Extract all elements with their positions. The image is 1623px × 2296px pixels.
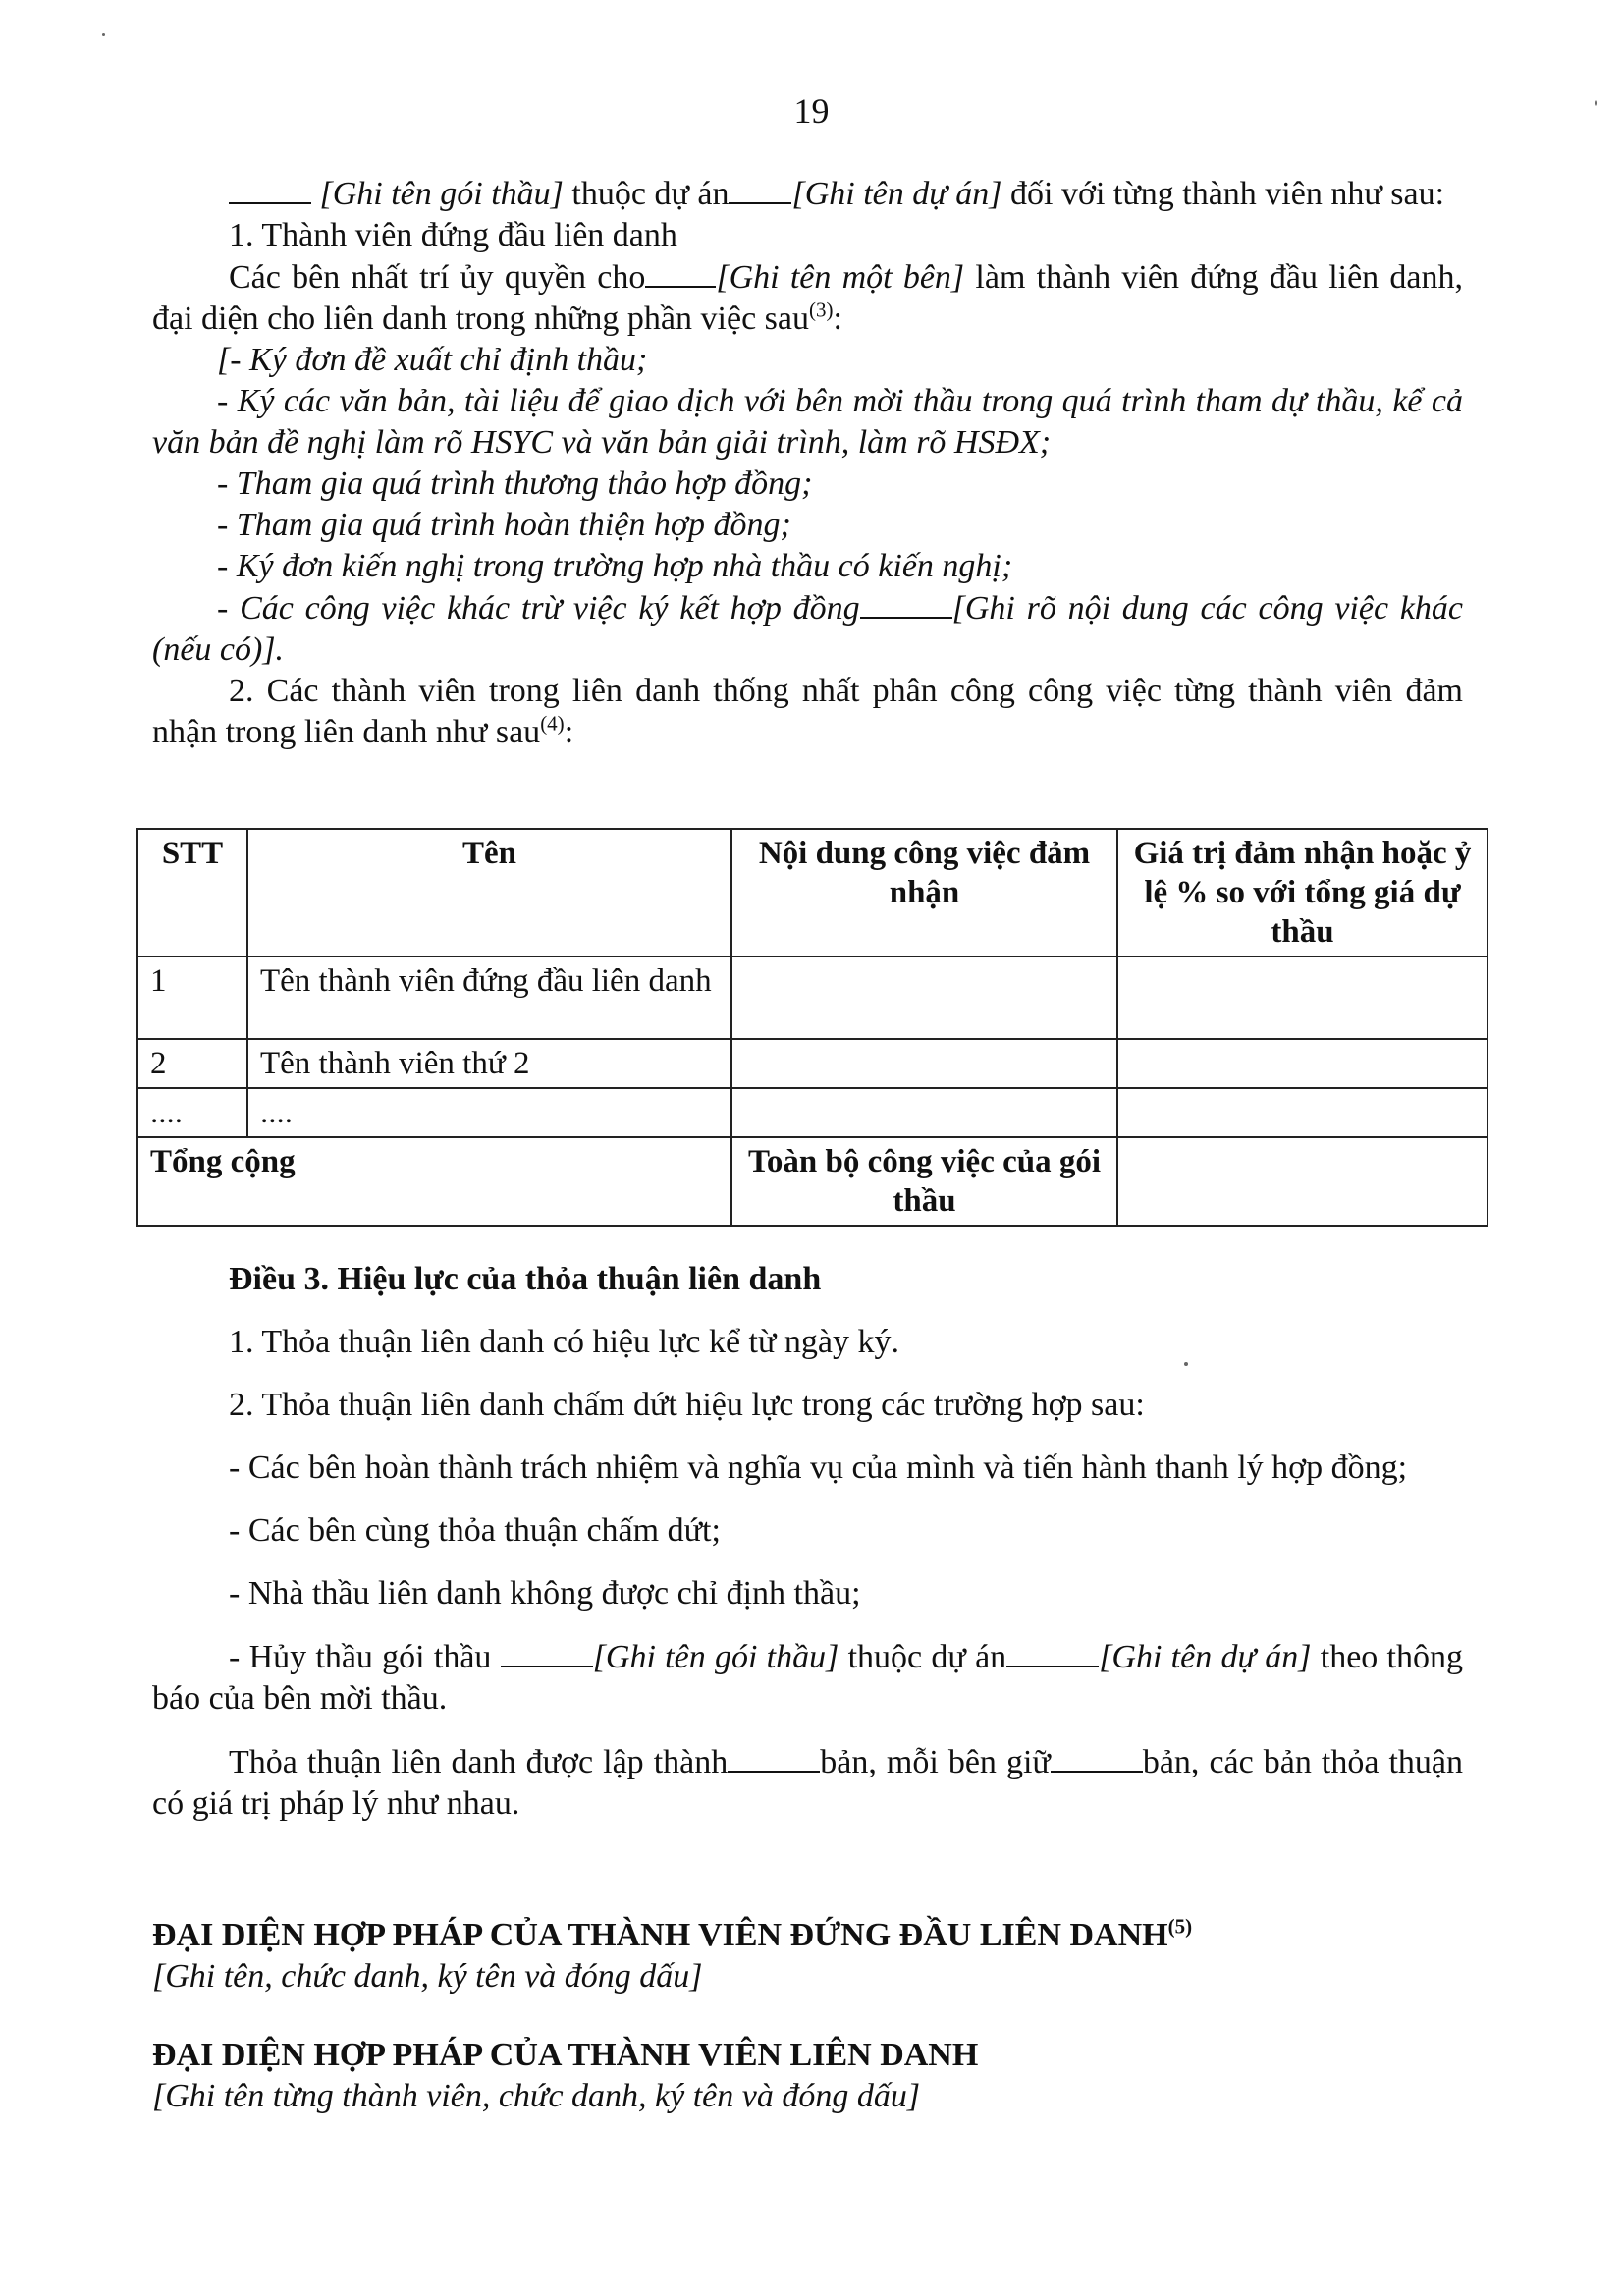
scope-item: - Ký các văn bản, tài liệu để giao dịch với bên mời thầu trong quá trình tham dự thầu, kể cả văn bản đề nghị làm rõ HSYC và văn bản giải trình, làm rõ HSĐX; [152, 383, 1463, 461]
copies-text: bản, các bản thỏa thuận có giá trị pháp lý như nhau. [152, 1744, 1464, 1822]
section1-heading: 1. Thành viên đứng đầu liên danh [229, 217, 677, 253]
intro-text: đối với từng thành viên như sau: [1001, 176, 1445, 212]
lead-signature-heading [152, 1915, 1463, 1956]
total-label: Tổng cộng [137, 1137, 731, 1226]
copies-text: bản, mỗi bên giữ [820, 1744, 1051, 1780]
article-3-p2: 2. Thỏa thuận liên danh chấm dứt hiệu lực trong các trường hợp sau: [229, 1387, 1145, 1423]
project-name-placeholder: [Ghi tên dự án] [1099, 1639, 1312, 1675]
blank-field [1006, 1636, 1099, 1667]
table-header-row [137, 829, 1488, 957]
intro-text: thuộc dự án [563, 176, 730, 212]
total-content: Toàn bộ công việc của gói thầu [731, 1137, 1117, 1226]
termination-item: - Các bên cùng thỏa thuận chấm dứt; [229, 1512, 721, 1549]
scope-item: - Tham gia quá trình thương thảo hợp đồng; [217, 465, 813, 502]
cell-work [731, 1088, 1117, 1137]
table-row [137, 1088, 1488, 1137]
cell-value [1117, 957, 1488, 1039]
table-row [137, 957, 1488, 1039]
article-3 [152, 1259, 1463, 1825]
header-name: Tên [247, 829, 731, 957]
auth-text: : [833, 301, 842, 337]
scope-item: - Ký đơn kiến nghị trong trường hợp nhà thầu có kiến nghị; [217, 548, 1013, 584]
cell-stt: 1 [137, 957, 247, 1039]
project-name-placeholder: [Ghi tên dự án] [791, 176, 1002, 212]
authorization-paragraph [152, 256, 1463, 340]
termination-text: thuộc dự án [839, 1639, 1007, 1675]
auth-text: Các bên nhất trí ủy quyền cho [229, 259, 646, 296]
scope-item: - Tham gia quá trình hoàn thiện hợp đồng; [217, 507, 791, 543]
work-allocation-table [136, 828, 1488, 1227]
cell-name: Tên thành viên thứ 2 [247, 1039, 731, 1088]
blank-field [645, 256, 716, 288]
cell-name: Tên thành viên đứng đầu liên danh [247, 957, 731, 1039]
section2-text: 2. Các thành viên trong liên danh thống nhất phân công công việc từng thành viên đảm nhận trong liên danh như sau [152, 673, 1463, 750]
table-total-row [137, 1137, 1488, 1226]
blank-field [729, 173, 791, 204]
header-work-content: Nội dung công việc đảm nhận [731, 829, 1117, 957]
footnote-ref: (5) [1167, 1914, 1193, 1939]
cell-value [1117, 1039, 1488, 1088]
table-row [137, 1039, 1488, 1088]
total-value [1117, 1137, 1488, 1226]
cell-work [731, 957, 1117, 1039]
article-3-p1: 1. Thỏa thuận liên danh có hiệu lực kể từ ngày ký. [229, 1324, 900, 1360]
section2-paragraph [152, 671, 1463, 753]
cell-value [1117, 1088, 1488, 1137]
article-3-title: Điều 3. Hiệu lực của thỏa thuận liên danh [229, 1261, 822, 1297]
scan-speck [1184, 1362, 1188, 1366]
scan-speck [102, 33, 105, 36]
blank-field [1051, 1741, 1143, 1773]
copies-text: Thỏa thuận liên danh được lập thành [229, 1744, 729, 1780]
lead-member-signature [152, 1915, 1463, 1997]
termination-text: theo thông báo của bên mời thầu. [152, 1639, 1463, 1717]
header-stt: STT [137, 829, 247, 957]
cell-work [731, 1039, 1117, 1088]
blank-field [860, 587, 952, 619]
party-name-placeholder: [Ghi tên một bên] [716, 259, 965, 296]
footnote-ref: (3) [808, 298, 834, 322]
blank-field [728, 1741, 820, 1773]
lead-signature-instruction: [Ghi tên, chức danh, ký tên và đóng dấu] [152, 1958, 703, 1995]
scope-item-other [152, 587, 1463, 671]
agreement-body [152, 173, 1463, 753]
member-signature [152, 2035, 1463, 2117]
termination-text: - Hủy thầu gói thầu [229, 1639, 501, 1675]
package-name-placeholder: [Ghi tên gói thầu] [592, 1639, 839, 1675]
section2-text: : [564, 714, 574, 750]
scope-text: - Các công việc khác trừ việc ký kết hợp đồng [217, 590, 860, 627]
scope-placeholder: [Ghi rõ nội dung các công việc khác (nếu có)]. [152, 590, 1463, 668]
header-value: Giá trị đảm nhận hoặc ỷ lệ % so với tổng giá dự thầu [1117, 829, 1488, 957]
intro-paragraph [152, 173, 1463, 215]
termination-item: - Nhà thầu liên danh không được chỉ định thầu; [229, 1575, 861, 1612]
footnote-ref: (4) [540, 711, 565, 736]
scan-speck [1595, 100, 1597, 106]
cell-stt: .... [137, 1088, 247, 1137]
page-number: 19 [793, 91, 830, 131]
blank-field [501, 1636, 593, 1667]
cell-name: .... [247, 1088, 731, 1137]
cell-stt: 2 [137, 1039, 247, 1088]
copies-paragraph [152, 1741, 1463, 1825]
termination-item [152, 1636, 1463, 1720]
auth-text: làm thành viên đứng đầu liên danh, đại diện cho liên danh trong những phần việc sau [152, 259, 1464, 337]
member-signature-heading: ĐẠI DIỆN HỢP PHÁP CỦA THÀNH VIÊN LIÊN DANH [152, 2037, 979, 2073]
package-name-placeholder: [Ghi tên gói thầu] [319, 176, 564, 212]
termination-item: - Các bên hoàn thành trách nhiệm và nghĩa vụ của mình và tiến hành thanh lý hợp đồng; [229, 1449, 1408, 1486]
blank-field [229, 173, 311, 204]
scope-item: [- Ký đơn đề xuất chỉ định thầu; [217, 342, 648, 378]
lead-heading-text: ĐẠI DIỆN HỢP PHÁP CỦA THÀNH VIÊN ĐỨNG ĐẦU LIÊN DANH [152, 1917, 1168, 1953]
member-signature-instruction: [Ghi tên từng thành viên, chức danh, ký tên và đóng dấu] [152, 2078, 921, 2114]
